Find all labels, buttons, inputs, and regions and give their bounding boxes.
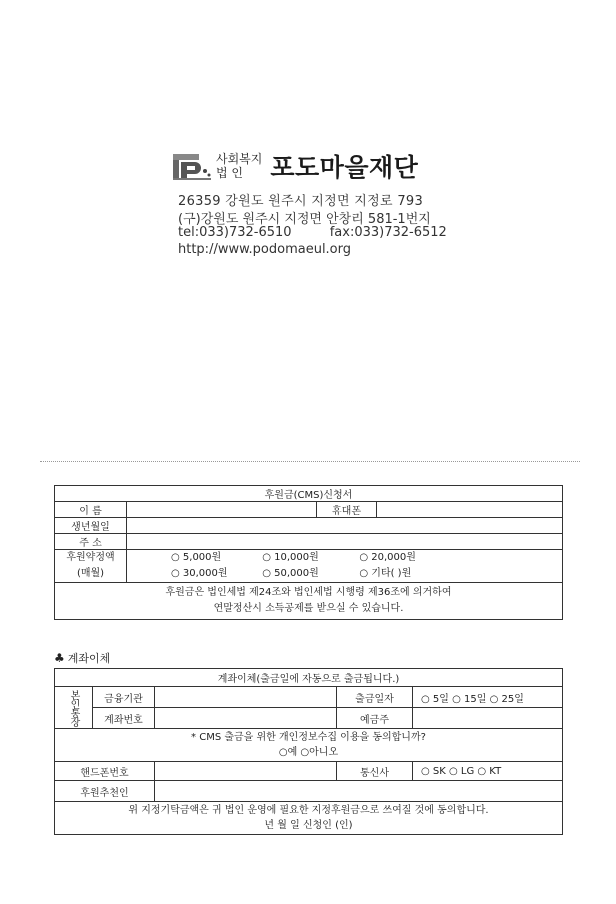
club-icon: ♣ bbox=[54, 651, 65, 665]
amount-options bbox=[127, 550, 563, 583]
tax-notice-line1: 후원금은 법인세법 제24조와 법인세법 시행령 제36조에 의거하여 bbox=[165, 587, 452, 598]
birth-label: 생년월일 bbox=[55, 518, 127, 534]
tax-notice bbox=[55, 583, 563, 620]
website-link[interactable]: http://www.podomaeul.org bbox=[178, 242, 352, 257]
withdraw-date-label: 출금일자 bbox=[337, 687, 413, 708]
amount-options-row1 bbox=[171, 550, 558, 566]
mobile-field[interactable] bbox=[155, 762, 337, 781]
transfer-form-title: 계좌이체(출금일에 자동으로 출금됩니다.) bbox=[55, 669, 563, 687]
consent-question: * CMS 출금을 위한 개인정보수집 이용을 동의합니까? bbox=[191, 732, 426, 743]
foundation-logo-icon bbox=[172, 151, 212, 181]
holder-label: 예금주 bbox=[337, 708, 413, 729]
carrier-label: 통신사 bbox=[337, 762, 413, 781]
org-type-line1: 사회복지 bbox=[216, 152, 263, 166]
withdraw-date-options[interactable]: ○ 5일 ○ 15일 ○ 25일 bbox=[413, 687, 563, 708]
transfer-section-label: 계좌이체 bbox=[67, 652, 111, 665]
transfer-section-title bbox=[54, 650, 110, 666]
amount-label bbox=[55, 550, 127, 583]
amount-option-10000[interactable]: ○ 10,000원 bbox=[262, 552, 319, 563]
letterhead-logo-row bbox=[172, 148, 418, 184]
cms-application-table bbox=[54, 485, 563, 620]
amount-label-line2: (매월) bbox=[76, 568, 105, 579]
account-field[interactable] bbox=[155, 708, 337, 729]
agreement-cell bbox=[55, 802, 563, 835]
phone-label: 휴대폰 bbox=[317, 502, 377, 518]
cut-line bbox=[40, 461, 580, 462]
address-new: 26359 강원도 원주시 지정면 지정로 793 bbox=[178, 194, 424, 209]
bank-field[interactable] bbox=[155, 687, 337, 708]
tel-number: tel:033)732-6510 bbox=[178, 225, 292, 240]
holder-field[interactable] bbox=[413, 708, 563, 729]
name-field[interactable] bbox=[127, 502, 317, 518]
amount-option-20000[interactable]: ○ 20,000원 bbox=[359, 552, 416, 563]
address-label: 주 소 bbox=[55, 534, 127, 550]
amount-option-50000[interactable]: ○ 50,000원 bbox=[262, 568, 319, 579]
account-label: 계좌번호 bbox=[93, 708, 155, 729]
agreement-text: 위 지정기탁금액은 귀 법인 운영에 필요한 지정후원금으로 쓰여질 것에 동의합니다. bbox=[128, 805, 489, 816]
org-type bbox=[216, 152, 262, 180]
tax-notice-line2: 연말정산시 소득공제를 받으실 수 있습니다. bbox=[213, 603, 404, 614]
bank-transfer-table bbox=[54, 668, 563, 835]
org-name: 포도마을재단 bbox=[270, 153, 419, 182]
amount-option-5000[interactable]: ○ 5,000원 bbox=[171, 552, 222, 563]
amount-option-other[interactable]: ○ 기타( )원 bbox=[359, 568, 412, 579]
fax-number: fax:033)732-6512 bbox=[329, 225, 447, 240]
contact-line bbox=[178, 225, 447, 240]
consent-cell bbox=[55, 729, 563, 762]
address-field[interactable] bbox=[127, 534, 563, 550]
amount-label-line1: 후원약정액 bbox=[66, 552, 115, 563]
org-type-line2: 법 인 bbox=[216, 166, 243, 180]
name-label: 이 름 bbox=[55, 502, 127, 518]
amount-option-30000[interactable]: ○ 30,000원 bbox=[171, 568, 228, 579]
signature-line: 년 월 일 신청인 (인) bbox=[264, 820, 353, 831]
bank-label: 금융기관 bbox=[93, 687, 155, 708]
carrier-options[interactable]: ○ SK ○ LG ○ KT bbox=[413, 762, 563, 781]
referrer-label: 후원추천인 bbox=[55, 781, 155, 802]
address-old: (구)강원도 원주시 지정면 안창리 581-1번지 bbox=[178, 212, 431, 227]
consent-options[interactable]: ○예 ○아니오 bbox=[278, 747, 339, 758]
cms-form-title: 후원금(CMS)신청서 bbox=[55, 486, 563, 502]
own-account-label: 본인통장 bbox=[55, 687, 93, 729]
amount-options-row2 bbox=[171, 566, 558, 582]
referrer-field[interactable] bbox=[155, 781, 563, 802]
phone-field[interactable] bbox=[377, 502, 563, 518]
mobile-label: 핸드폰번호 bbox=[55, 762, 155, 781]
birth-field[interactable] bbox=[127, 518, 563, 534]
